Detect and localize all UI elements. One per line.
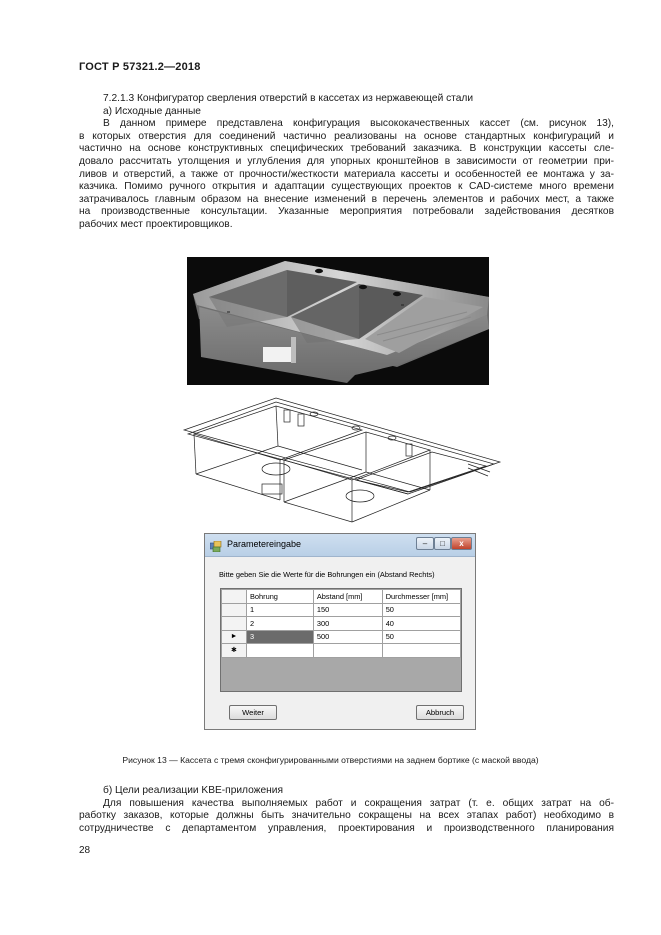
grid-cell[interactable]: 50 xyxy=(382,603,460,617)
new-row[interactable] xyxy=(222,644,461,658)
grid-cell[interactable]: 1 xyxy=(246,603,313,617)
parameter-input-dialog xyxy=(204,533,476,730)
paragraph-line: сотрудничестве с департаментом управления, проектирования и производственного планирования xyxy=(79,822,614,834)
instruction-label: Bitte geben Sie die Werte für die Bohrungen ein (Abstand Rechts) xyxy=(219,570,435,579)
grid-cell[interactable]: 40 xyxy=(382,617,460,631)
grid-cell[interactable]: 150 xyxy=(313,603,382,617)
figure-caption: Рисунок 13 — Кассета с тремя сконфигурированными отверстиями на заднем бортике (с маской ввода) xyxy=(122,755,539,765)
grid-cell[interactable]: 500 xyxy=(313,630,382,644)
paragraph-line: ливов и отверстий, а также от прочности/жесткости материала кассеты и особенностей ее монтажа у за- xyxy=(79,168,614,180)
maximize-button[interactable]: □ xyxy=(434,537,451,550)
grid-cell[interactable] xyxy=(382,644,460,658)
row-header[interactable] xyxy=(222,603,247,617)
paragraph-line: казчика. Помимо ручного открытия и адаптации существующих проектов к CAD-системе много времени xyxy=(79,181,614,193)
section-a-text xyxy=(79,93,614,232)
grid-cell[interactable]: 2 xyxy=(246,617,313,631)
paragraph-line: Для повышения качества выполняемых работ и сокращения затрат (т. е. общих затрат на об- xyxy=(103,797,614,809)
new-row-indicator[interactable]: ✱ xyxy=(222,644,247,658)
grid-cell[interactable]: 300 xyxy=(313,617,382,631)
grid-corner-cell xyxy=(222,590,247,604)
column-header[interactable]: Abstand [mm] xyxy=(313,590,382,604)
dialog-titlebar[interactable] xyxy=(205,534,475,557)
document-header: ГОСТ Р 57321.2—2018 xyxy=(79,61,201,73)
subsection-heading: 7.2.1.3 Конфигуратор сверления отверстий в кассетах из нержавеющей стали xyxy=(103,93,474,104)
paragraph-line: рабочих мест проектировщиков. xyxy=(79,218,233,230)
close-button[interactable]: x xyxy=(451,537,472,550)
current-row-indicator[interactable]: ► xyxy=(222,630,247,644)
table-row[interactable] xyxy=(222,617,461,631)
app-icon xyxy=(210,539,222,550)
column-header[interactable]: Durchmesser [mm] xyxy=(382,590,460,604)
paragraph-line: на производственные консультации. Указанные мероприятия потребовали задействования десятков xyxy=(79,206,614,218)
column-header[interactable]: Bohrung xyxy=(246,590,313,604)
paragraph-line: в которых отверстия для соединений частично реализованы на основе стандартных конфигураций и xyxy=(79,130,614,142)
item-heading: а) Исходные данные xyxy=(103,105,201,117)
grid-cell-selected[interactable]: 3 xyxy=(246,630,313,644)
minimize-button[interactable]: – xyxy=(416,537,434,550)
paragraph-line: затрачивалось главным образом на внесение изменений в перечень элементов и рабочих мест, а также xyxy=(79,193,614,205)
paragraph-line: довало рассчитать утолщения и углубления для упорных кронштейнов в зависимости от геометрии при- xyxy=(79,155,614,167)
next-button[interactable]: Weiter xyxy=(229,705,277,720)
grid-cell[interactable] xyxy=(313,644,382,658)
grid-header-row xyxy=(222,590,461,604)
parameter-grid[interactable] xyxy=(220,588,462,692)
paragraph-line: частично на основе конструктивных специфических требований заказчика. В конструкции кассеты сле- xyxy=(79,143,614,155)
paragraph-line: В данном примере представлена конфигурация высококачественных кассет (см. рисунок 13), xyxy=(103,118,614,130)
dialog-title: Parametereingabe xyxy=(227,539,302,549)
cancel-button[interactable]: Abbruch xyxy=(416,705,464,720)
paragraph-line: работку заказов, которые должны быть значительно сокращены на всех этапах работ) необходимо в xyxy=(79,810,614,822)
sink-wireframe-image xyxy=(180,392,502,524)
grid-cell[interactable] xyxy=(246,644,313,658)
sink-render-image xyxy=(187,257,489,385)
row-header[interactable] xyxy=(222,617,247,631)
item-heading: б) Цели реализации KBE-приложения xyxy=(103,785,283,796)
table-row-selected[interactable] xyxy=(222,630,461,644)
table-row[interactable] xyxy=(222,603,461,617)
page-number: 28 xyxy=(79,845,91,856)
grid-cell[interactable]: 50 xyxy=(382,630,460,644)
section-b-text xyxy=(79,785,614,835)
